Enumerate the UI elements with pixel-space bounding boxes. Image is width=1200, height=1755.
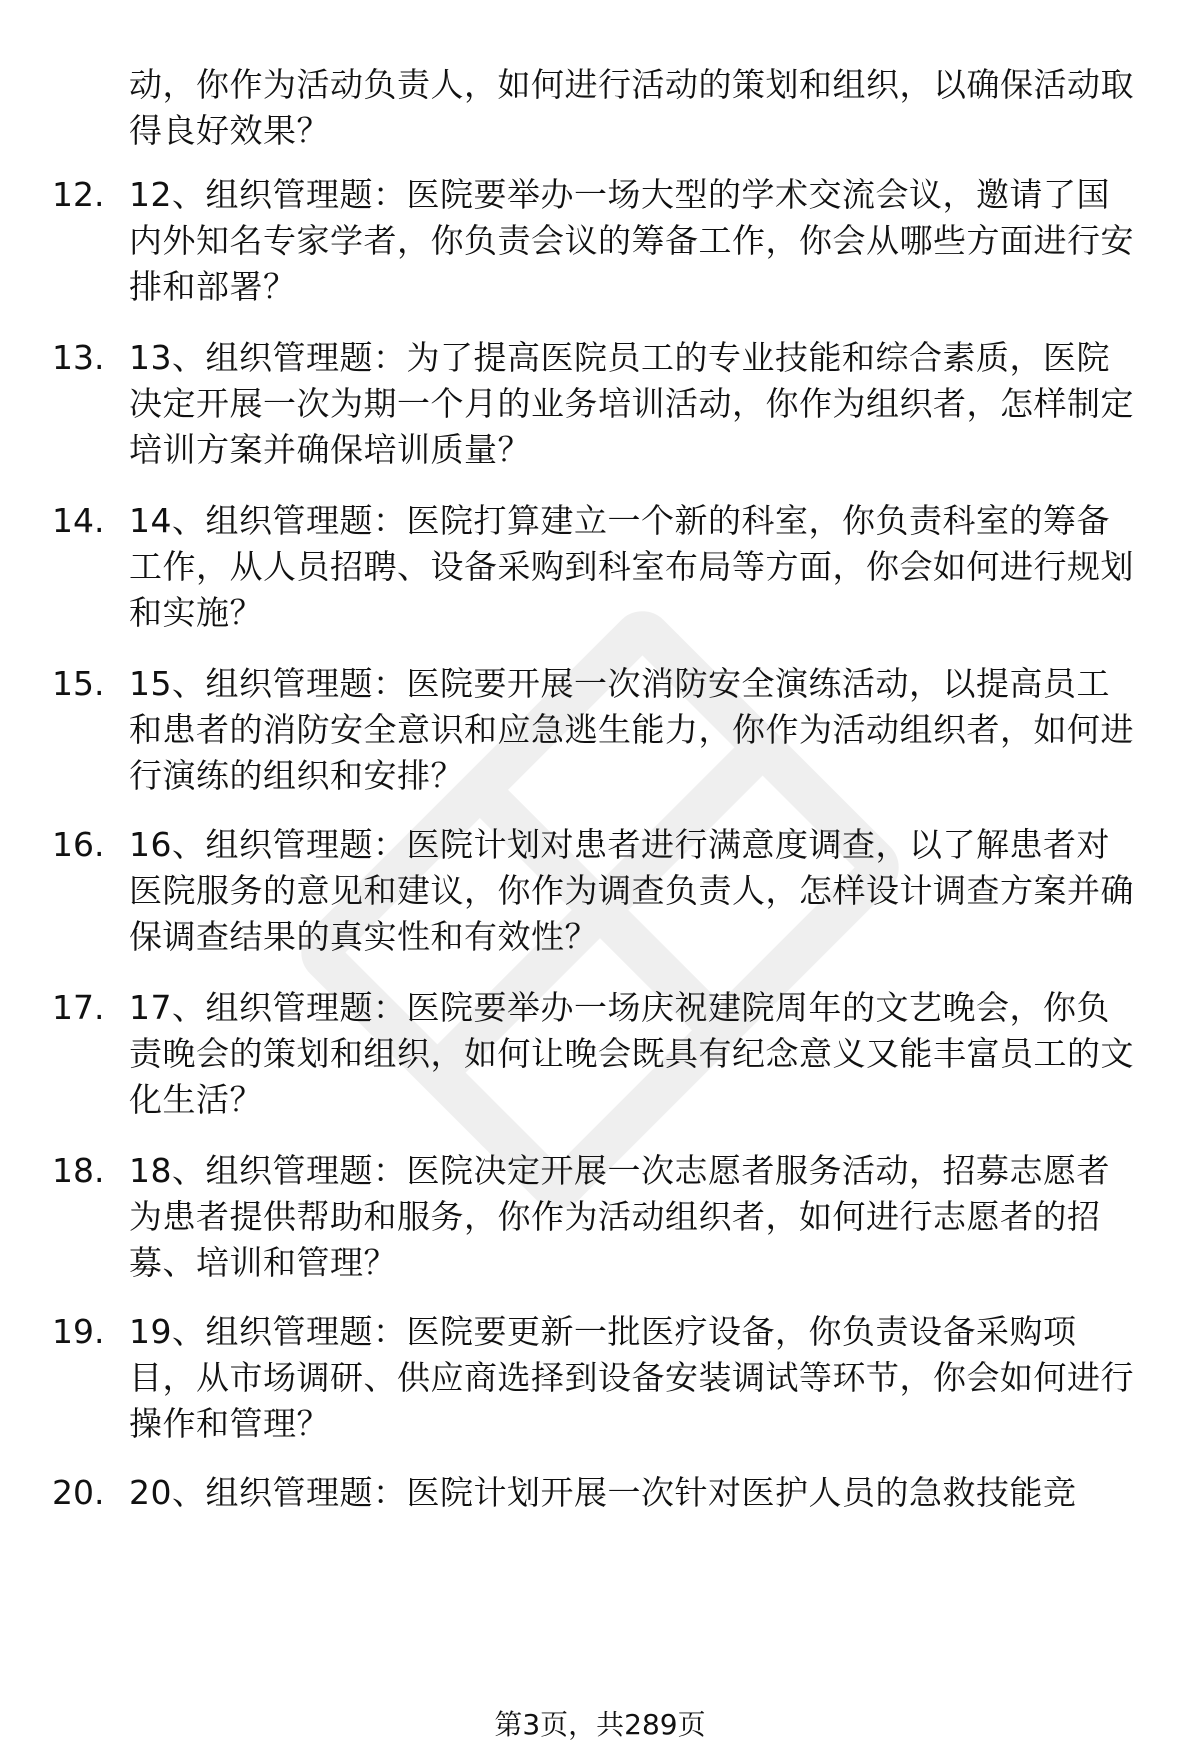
- item-text: 14、组织管理题：医院打算建立一个新的科室，你负责科室的筹备工作，从人员招聘、设备采购到科室布局等方面，你会如何进行规划和实施？: [129, 501, 1134, 632]
- item-text: 15、组织管理题：医院要开展一次消防安全演练活动，以提高员工和患者的消防安全意识和应急逃生能力，你作为活动组织者，如何进行演练的组织和安排？: [129, 664, 1134, 795]
- item-text: 16、组织管理题：医院计划对患者进行满意度调查，以了解患者对医院服务的意见和建议，你作为调查负责人，怎样设计调查方案并确保调查结果的真实性和有效性？: [129, 825, 1134, 956]
- item-text: 13、组织管理题：为了提高医院员工的专业技能和综合素质，医院决定开展一次为期一个月的业务培训活动，你作为组织者，怎样制定培训方案并确保培训质量？: [129, 338, 1134, 469]
- page-footer: 第3页，共289页: [494, 1708, 706, 1741]
- item-number: 15.: [52, 664, 105, 703]
- item-text: 17、组织管理题：医院要举办一场庆祝建院周年的文艺晚会，你负责晚会的策划和组织，如何让晚会既具有纪念意义又能丰富员工的文化生活？: [129, 988, 1134, 1119]
- item-text: 20、组织管理题：医院计划开展一次针对医护人员的急救技能竞: [129, 1473, 1077, 1512]
- item-number: 17.: [52, 988, 105, 1027]
- continuation-text: 动，你作为活动负责人，如何进行活动的策划和组织，以确保活动取得良好效果？: [129, 65, 1134, 150]
- item-number: 12.: [52, 175, 105, 214]
- item-text: 12、组织管理题：医院要举办一场大型的学术交流会议，邀请了国内外知名专家学者，你负责会议的筹备工作，你会从哪些方面进行安排和部署？: [129, 175, 1134, 306]
- item-number: 18.: [52, 1151, 105, 1190]
- item-number: 16.: [52, 825, 105, 864]
- item-number: 20.: [52, 1473, 105, 1512]
- item-text: 19、组织管理题：医院要更新一批医疗设备，你负责设备采购项目，从市场调研、供应商选择到设备安装调试等环节，你会如何进行操作和管理？: [129, 1312, 1134, 1443]
- item-number: 19.: [52, 1312, 105, 1351]
- item-text: 18、组织管理题：医院决定开展一次志愿者服务活动，招募志愿者为患者提供帮助和服务，你作为活动组织者，如何进行志愿者的招募、培训和管理？: [129, 1151, 1110, 1282]
- item-number: 13.: [52, 338, 105, 377]
- item-number: 14.: [52, 501, 105, 540]
